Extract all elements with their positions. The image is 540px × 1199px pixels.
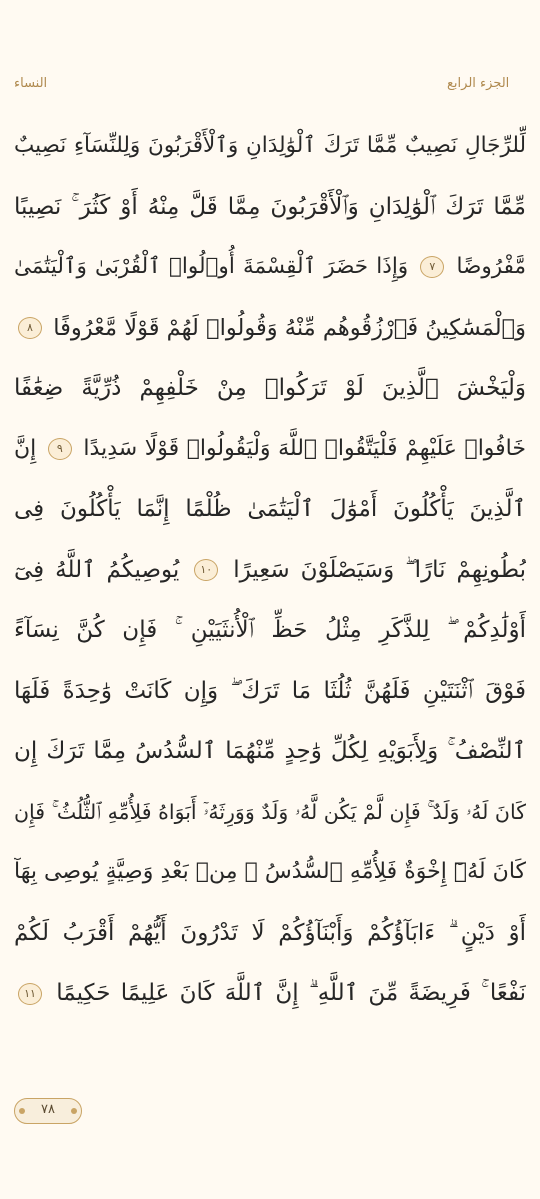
line-text: فَوْقَ ٱثْنَتَيْنِ فَلَهُنَّ ثُلُثَا مَا تَرَكَ ۖ وَإِن كَانَتْ وَٰحِدَةً فَلَهَا [14,677,526,704]
line-text: أَوْلَٰدِكُمْ ۖ لِلذَّكَرِ مِثْلُ حَظِّ ٱلْأُنثَيَيْنِ ۚ فَإِن كُنَّ نِسَآءً [14,617,526,643]
line-text: خَافُوا۟ عَلَيْهِمْ فَلْيَتَّقُوا۟ ٱللَّهَ وَلْيَقُولُوا۟ قَوْلًا سَدِيدًا [83,435,526,461]
text-line [14,663,526,724]
text-line [14,421,526,482]
text-line [14,300,526,361]
juz-label: الجزء الرابع [447,76,510,91]
line-text: وَلْيَخْشَ ٱلَّذِينَ لَوْ تَرَكُوا۟ مِنْ خَلْفِهِمْ ذُرِّيَّةً ضِعَٰفًا [14,375,526,401]
page-number: ٧٨ [41,1102,55,1117]
line-text-continuation: وَإِذَا حَضَرَ ٱلْقِسْمَةَ أُو۟لُوا۟ ٱلْقُرْبَىٰ وَٱلْيَتَٰمَىٰ [14,254,409,279]
line-text: بُطُونِهِمْ نَارًا ۖ وَسَيَصْلَوْنَ سَعِيرًا [233,556,526,583]
verses-block [14,118,526,1026]
text-line [14,179,526,240]
text-line [14,481,526,542]
ayah-number-marker: ٨ [18,317,42,339]
line-text: لِّلرِّجَالِ نَصِيبٌ مِّمَّا تَرَكَ ٱلْوَٰلِدَانِ وَٱلْأَقْرَبُونَ وَلِلنِّسَآءِ نَصِيبٌ [14,133,526,158]
text-line [14,542,526,603]
ayah-number-marker: ٧ [420,256,444,278]
text-line [14,118,526,179]
line-text-continuation: يُوصِيكُمُ ٱللَّهُ فِىٓ [14,556,180,583]
line-text-continuation: إِنَّ [14,435,37,461]
ayah-number-marker: ١٠ [194,559,218,581]
text-line [14,965,526,1026]
line-text: كَانَ لَهُۥ وَلَدٌ ۚ فَإِن لَّمْ يَكُن لَّهُۥ وَلَدٌ وَوَرِثَهُۥٓ أَبَوَاهُ فَلِأُمِّهِ ٱلثُّلُثُ ۚ فَإِن [14,799,526,824]
text-line [14,784,526,845]
ayah-number-marker: ٩ [48,438,72,460]
ayah-number-marker: ١١ [18,983,42,1005]
text-line [14,239,526,300]
line-text: ٱلنِّصْفُ ۚ وَلِأَبَوَيْهِ لِكُلِّ وَٰحِدٍ مِّنْهُمَا ٱلسُّدُسُ مِمَّا تَرَكَ إِن [14,738,526,764]
text-line [14,844,526,905]
text-line [14,723,526,784]
line-text: نَفْعًا ۚ فَرِيضَةً مِّنَ ٱللَّهِ ۗ إِنَّ ٱللَّهَ كَانَ عَلِيمًا حَكِيمًا [56,980,526,1006]
text-line [14,905,526,966]
line-text: مَّفْرُوضًا [456,254,526,279]
text-line [14,360,526,421]
line-text: أَوْ دَيْنٍ ۗ ءَابَآؤُكُمْ وَأَبْنَآؤُكُمْ لَا تَدْرُونَ أَيُّهُمْ أَقْرَبُ لَكُمْ [14,919,526,946]
line-text: كَانَ لَهُۥٓ إِخْوَةٌ فَلِأُمِّهِ ٱلسُّدُسُ ۚ مِنۢ بَعْدِ وَصِيَّةٍ يُوصِى بِهَآ [14,859,526,884]
line-text: وَٱلْمَسَٰكِينُ فَٱرْزُقُوهُم مِّنْهُ وَقُولُوا۟ لَهُمْ قَوْلًا مَّعْرُوفًا [53,314,526,341]
line-text: ٱلَّذِينَ يَأْكُلُونَ أَمْوَٰلَ ٱلْيَتَٰمَىٰ ظُلْمًا إِنَّمَا يَأْكُلُونَ فِى [14,496,526,522]
page-header [0,76,540,98]
surah-name: النساء [14,76,48,91]
line-text: مِّمَّا تَرَكَ ٱلْوَٰلِدَانِ وَٱلْأَقْرَبُونَ مِمَّا قَلَّ مِنْهُ أَوْ كَثُرَ ۚ نَصِيبًا [14,193,526,220]
text-line [14,602,526,663]
page-number-badge [14,1098,82,1124]
